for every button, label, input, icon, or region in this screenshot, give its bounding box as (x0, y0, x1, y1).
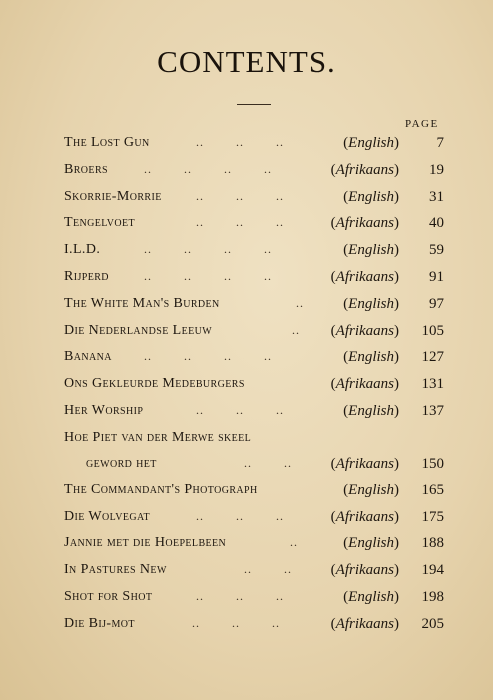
entry-title: Rijperd (64, 268, 109, 284)
leader-dots: .. .. .. (192, 615, 280, 630)
entry-language: (English) (343, 188, 399, 205)
toc-entry (64, 238, 444, 265)
entry-language: (Afrikaans) (330, 268, 399, 285)
entry-language: (English) (343, 242, 399, 259)
leader-dots: .. .. .. .. (144, 349, 272, 364)
entry-page: 40 (429, 215, 444, 232)
entry-title: In Pastures New (64, 562, 167, 578)
leader-dots: .. .. .. (196, 188, 284, 203)
entry-page: 131 (421, 376, 444, 393)
entry-page: 165 (421, 481, 444, 498)
toc-entry (64, 185, 444, 212)
entry-language: (English) (343, 481, 399, 498)
entry-title: I.L.D. (64, 242, 101, 258)
entry-page: 97 (429, 295, 444, 312)
leader-dots: .. (290, 535, 298, 550)
toc-entry (64, 585, 444, 612)
leader-dots: .. .. (244, 562, 292, 577)
entry-title: The White Man's Burden (64, 295, 220, 311)
toc-entry (64, 265, 444, 292)
leader-dots: .. .. .. .. (144, 161, 272, 176)
entry-page: 188 (421, 535, 444, 552)
toc-entry (64, 345, 444, 372)
entry-language: (Afrikaans) (330, 508, 399, 525)
entry-page: 150 (421, 455, 444, 472)
entry-title: Ons Gekleurde Medeburgers (64, 376, 245, 392)
toc-entry (64, 399, 444, 426)
leader-dots: .. .. .. (196, 135, 284, 149)
entry-page: 105 (421, 322, 444, 339)
entry-title: Die Wolvegat (64, 508, 150, 524)
entry-title: Hoe Piet van der Merwe skeel (64, 429, 252, 445)
toc-entry (64, 319, 444, 346)
entry-title: Tengelvoet (64, 215, 136, 231)
leader-dots: .. .. .. .. (144, 242, 272, 257)
toc-entry (64, 558, 444, 585)
entry-language: (Afrikaans) (330, 615, 399, 632)
entry-language: (English) (343, 402, 399, 419)
toc-entry (64, 131, 444, 158)
entry-page: 31 (429, 188, 444, 205)
entry-page: 175 (421, 508, 444, 525)
page-column-label: PAGE (405, 118, 439, 130)
entry-title: Die Bij-mot (64, 615, 135, 631)
leader-dots: .. .. (244, 455, 292, 470)
entry-language: (Afrikaans) (330, 322, 399, 339)
table-of-contents (64, 131, 444, 639)
entry-language: (Afrikaans) (330, 215, 399, 232)
entry-page: 137 (421, 402, 444, 419)
entry-title: Her Worship (64, 402, 144, 418)
toc-entry (64, 612, 444, 639)
page-title: CONTENTS. (157, 44, 336, 79)
entry-title: Broers (64, 161, 108, 177)
leader-dots: .. (296, 295, 304, 310)
entry-title: Skorrie-Morrie (64, 188, 162, 204)
entry-language: (English) (343, 295, 399, 312)
entry-language: (Afrikaans) (330, 562, 399, 579)
entry-title-continued: geword het (86, 455, 157, 471)
entry-page: 19 (429, 161, 444, 178)
leader-dots: .. (292, 322, 300, 337)
entry-page: 7 (436, 135, 444, 151)
entry-title: Shot for Shot (64, 588, 153, 604)
leader-dots: .. .. .. (196, 588, 284, 603)
entry-language: (English) (343, 349, 399, 366)
entry-title: The Commandant's Photograph (64, 481, 258, 497)
toc-entry (64, 531, 444, 558)
toc-entry (64, 426, 444, 478)
entry-language: (English) (343, 588, 399, 605)
toc-entry (64, 505, 444, 532)
toc-entry (64, 211, 444, 238)
leader-dots: .. .. .. (196, 508, 284, 523)
toc-entry (64, 292, 444, 319)
entry-page: 91 (429, 268, 444, 285)
entry-page: 205 (421, 615, 444, 632)
entry-title: Jannie met die Hoepelbeen (64, 535, 227, 551)
title-divider (237, 104, 271, 105)
entry-title: The Lost Gun (64, 135, 150, 150)
toc-entry (64, 372, 444, 399)
entry-language: (English) (343, 535, 399, 552)
leader-dots: .. .. .. .. (144, 268, 272, 283)
entry-page: 59 (429, 242, 444, 259)
leader-dots: .. .. .. (196, 402, 284, 417)
entry-page: 127 (421, 349, 444, 366)
entry-language: (Afrikaans) (330, 455, 399, 472)
entry-language: (Afrikaans) (330, 376, 399, 393)
toc-entry (64, 158, 444, 185)
entry-page: 198 (421, 588, 444, 605)
toc-entry (64, 478, 444, 505)
leader-dots: .. .. .. (196, 215, 284, 230)
entry-language: (English) (343, 135, 399, 151)
entry-page: 194 (421, 562, 444, 579)
entry-title: Banana (64, 349, 112, 365)
entry-title: Die Nederlandse Leeuw (64, 322, 213, 338)
entry-language: (Afrikaans) (330, 161, 399, 178)
